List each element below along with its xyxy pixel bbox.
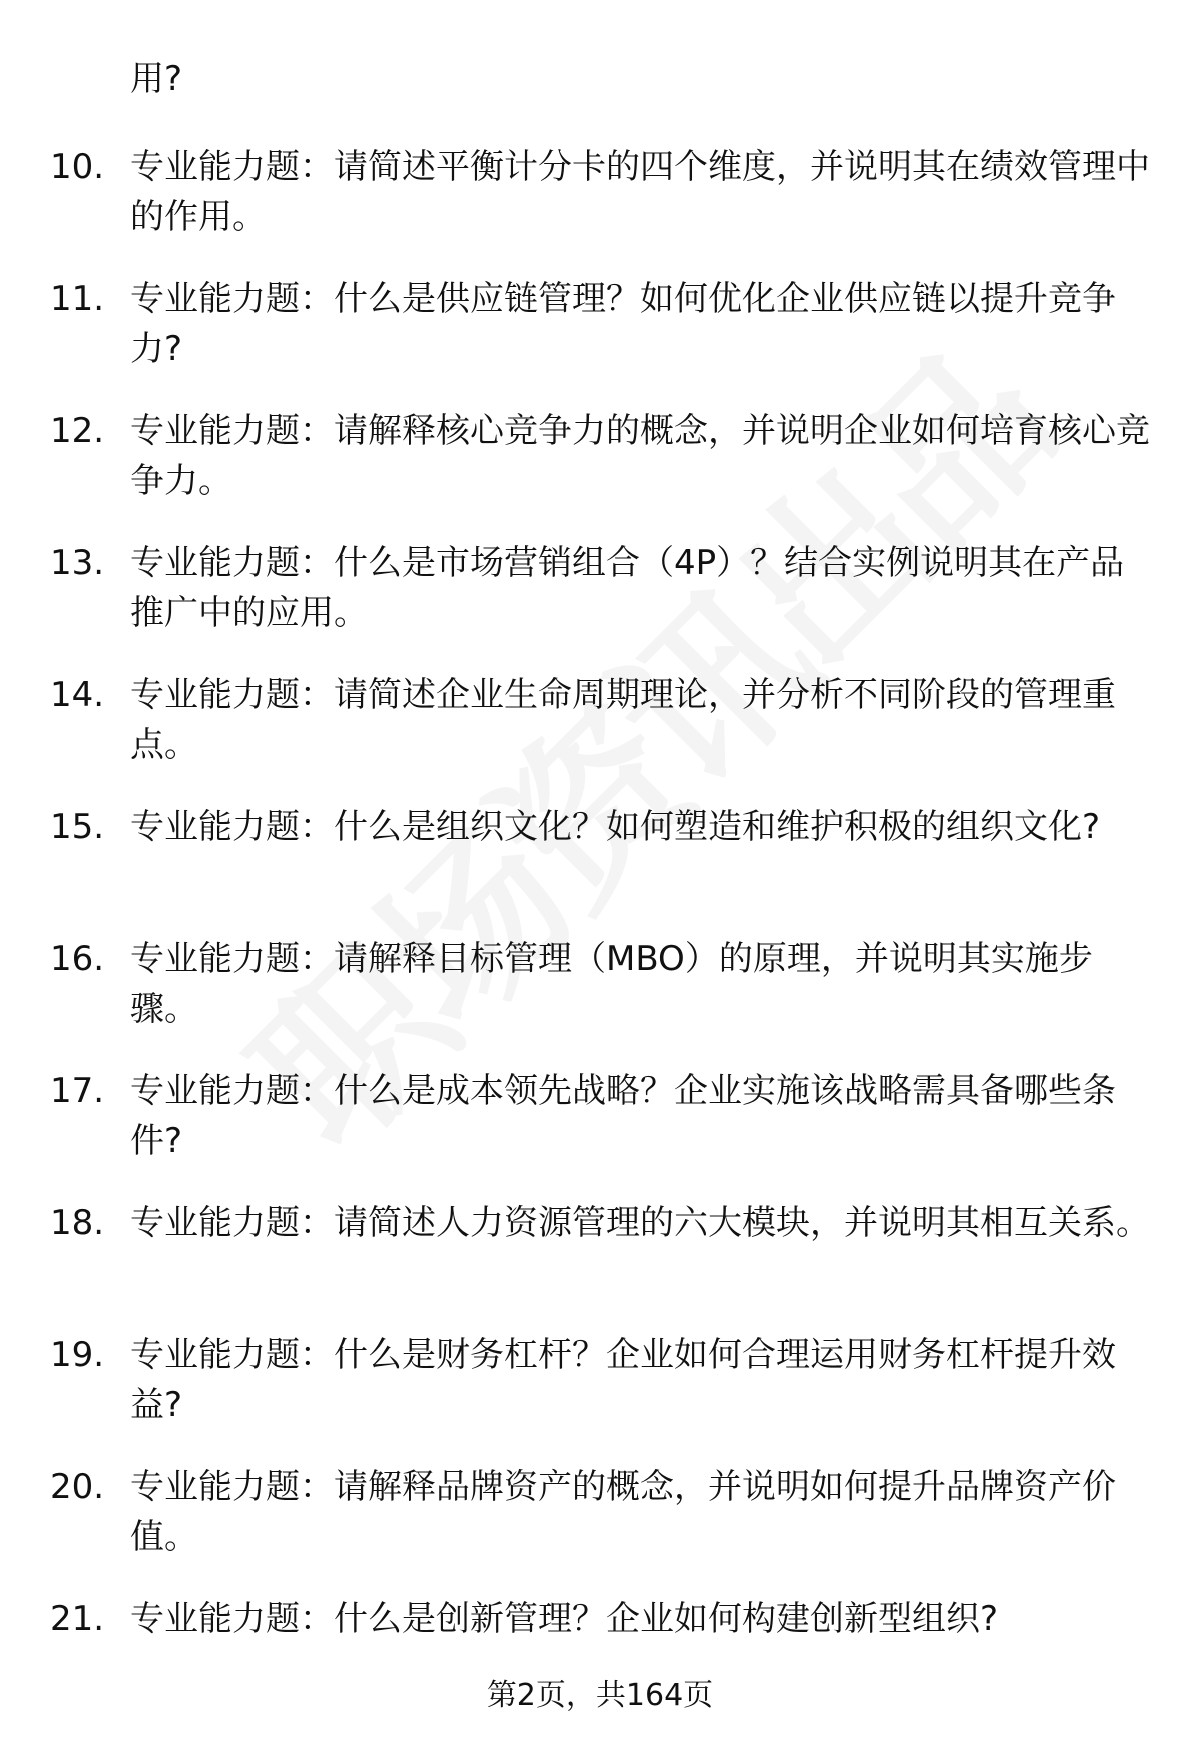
question-list <box>0 142 1200 1726</box>
item-text: 专业能力题：请简述企业生命周期理论，并分析不同阶段的管理重点。 <box>130 675 1116 765</box>
item-number: 20. <box>50 1467 105 1507</box>
list-item <box>0 1066 1200 1198</box>
item-number: 17. <box>50 1071 105 1111</box>
item-text: 专业能力题：什么是成本领先战略？企业实施该战略需具备哪些条件? <box>130 1071 1116 1161</box>
item-number: 16. <box>50 939 105 979</box>
item-text: 专业能力题：请简述人力资源管理的六大模块，并说明其相互关系。 <box>130 1203 1150 1243</box>
list-item <box>0 670 1200 802</box>
item-text: 专业能力题：请解释品牌资产的概念，并说明如何提升品牌资产价值。 <box>130 1467 1116 1557</box>
list-item <box>0 802 1200 934</box>
item-number: 11. <box>50 279 105 319</box>
item-number: 18. <box>50 1203 105 1243</box>
list-item <box>0 274 1200 406</box>
page-footer: 第2页，共164页 <box>486 1678 714 1713</box>
item-number: 10. <box>50 147 105 187</box>
item-text: 专业能力题：请简述平衡计分卡的四个维度，并说明其在绩效管理中的作用。 <box>130 147 1150 237</box>
item-text: 专业能力题：什么是组织文化？如何塑造和维护积极的组织文化? <box>130 807 1101 847</box>
list-item <box>0 934 1200 1066</box>
item-number: 13. <box>50 543 105 583</box>
list-item <box>0 538 1200 670</box>
item-text: 专业能力题：什么是供应链管理？如何优化企业供应链以提升竞争力? <box>130 279 1116 369</box>
item-text: 专业能力题：请解释核心竞争力的概念，并说明企业如何培育核心竞争力。 <box>130 411 1150 501</box>
item-number: 14. <box>50 675 105 715</box>
continuation-text: 用? <box>130 59 183 99</box>
item-number: 21. <box>50 1599 105 1639</box>
item-text: 专业能力题：请解释目标管理（MBO）的原理，并说明其实施步骤。 <box>130 939 1093 1029</box>
list-item <box>0 1198 1200 1330</box>
item-text: 专业能力题：什么是市场营销组合（4P）？结合实例说明其在产品推广中的应用。 <box>130 543 1125 633</box>
item-number: 15. <box>50 807 105 847</box>
item-text: 专业能力题：什么是财务杠杆？企业如何合理运用财务杠杆提升效益? <box>130 1335 1116 1425</box>
list-item <box>0 1330 1200 1462</box>
list-item <box>0 142 1200 274</box>
item-text: 专业能力题：什么是创新管理？企业如何构建创新型组织? <box>130 1599 999 1639</box>
item-number: 19. <box>50 1335 105 1375</box>
list-item <box>0 406 1200 538</box>
item-number: 12. <box>50 411 105 451</box>
list-item <box>0 1462 1200 1594</box>
